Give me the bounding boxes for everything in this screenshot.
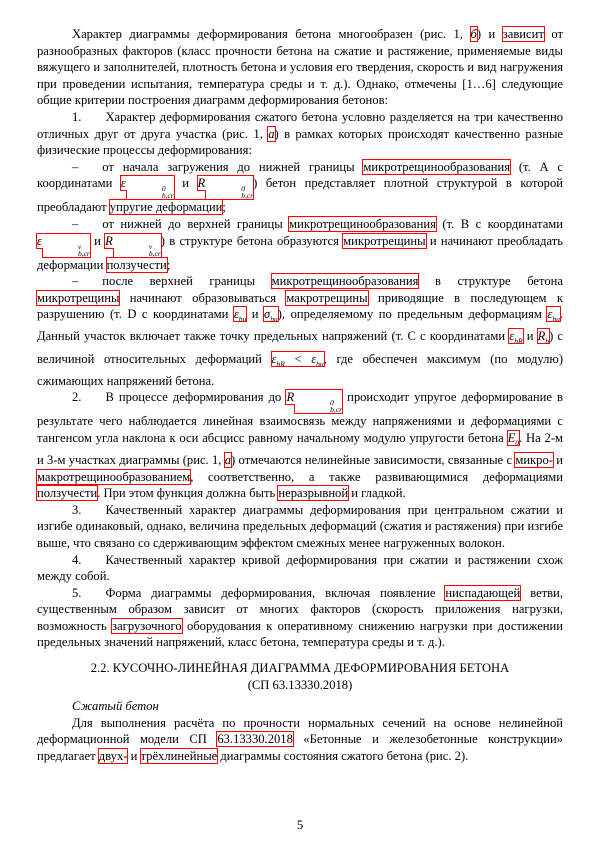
- flagged-word: макротрещины: [286, 290, 368, 305]
- text-run: Сжатый бетон: [72, 699, 159, 714]
- math-formula: R 0 b,cr: [197, 176, 254, 201]
- text-run: Характер деформирования сжатого бетона условно разделяется на три качественно отличных друг от друга участка (рис. 1,: [37, 109, 563, 141]
- flagged-word: а: [268, 126, 275, 141]
- text-run: ) отмечаются нелинейные зависимости, связанные с: [231, 452, 516, 467]
- text-run: Характер диаграммы деформирования бетона многообразен (рис. 1,: [72, 27, 471, 41]
- flagged-word: двух-: [98, 749, 128, 764]
- text-run: происходит упругое деформирование в результате чего наблюдается линейная взаимосвязь между напряжениями и деформациями с тангенсом угла наклона к оси абсцисс равному начальному модулю упругости бетона: [37, 390, 563, 445]
- flagged-word: микротрещины: [37, 290, 120, 305]
- text-run: (т. А с координатами: [37, 159, 563, 191]
- text-run: . Данный участок включает также точку предельных напряжений (т. С с координатами: [37, 307, 563, 344]
- text-run: от нижней до верхней границы: [102, 216, 290, 231]
- text-run: и: [552, 452, 564, 467]
- paragraph: [37, 273, 563, 389]
- text-run: , соответственно, а также развивающимися деформациями: [190, 469, 563, 484]
- text-run: и: [127, 749, 141, 764]
- paragraph: [37, 389, 563, 501]
- text-run: В процессе деформирования до: [105, 390, 287, 405]
- text-run: диаграммы состояния сжатого бетона (рис. 2).: [217, 749, 469, 764]
- text-run: ) в рамках которых происходят качественно разные физические процессы деформирования:: [37, 126, 564, 158]
- paragraph: [37, 552, 563, 585]
- text-run: и гладкой.: [348, 486, 406, 501]
- text-run: (т. В с координатами: [435, 216, 563, 231]
- paragraph: [37, 502, 563, 552]
- text-run: –: [72, 274, 79, 289]
- math-formula: $\sigma_{bu}$: [264, 307, 278, 324]
- paragraph: [37, 216, 563, 273]
- text-run: ), определяемому по предельным деформациям: [277, 307, 548, 322]
- flagged-word: макротрещинообразованием: [37, 469, 191, 484]
- text-run: <: [284, 351, 312, 366]
- text-run: и начинают преобладать деформации: [37, 233, 563, 272]
- text-run: 4.: [72, 552, 82, 567]
- flagged-word: 63.13330.2018: [217, 732, 293, 747]
- text-run: 2.2. КУСОЧНО-ЛИНЕЙНАЯ ДИАГРАММА ДЕФОРМИРОВАНИЯ БЕТОНА: [90, 661, 510, 676]
- text-run: 5.: [72, 585, 82, 600]
- flagged-word: упругие деформации: [109, 200, 223, 215]
- text-run: (СП 63.13330.2018): [247, 677, 353, 692]
- math-formula: R v b,cr: [105, 233, 161, 258]
- paragraph: [37, 26, 563, 109]
- math-formula: $\varepsilon_{bR}$: [271, 351, 285, 369]
- paragraph: [37, 585, 563, 651]
- math-formula: $\varepsilon_{bu}$: [233, 307, 247, 324]
- text-run: ;: [166, 257, 171, 272]
- text-run: Качественный характер кривой деформирования при сжатии и растяжении схож между собой.: [37, 552, 563, 584]
- text-run: оборудования к оперативному снижению нагрузки при достижении предельных значений напряжений, класс бетона, температура среды и т. д.).: [37, 618, 563, 650]
- flagged-word: микротрещинообразования: [289, 216, 436, 231]
- flagged-word: зависит: [502, 27, 544, 41]
- flagged-word: неразрывной: [278, 486, 349, 501]
- paragraph: [37, 715, 563, 765]
- math-formula: $\varepsilon_{bu}$: [311, 351, 324, 369]
- text-run: начинают образовываться: [119, 290, 287, 305]
- text-run: ) бетон представляет плотной структурой в которой преобладают: [37, 176, 563, 215]
- math-formula: ε 0 b,cr: [120, 176, 174, 201]
- flagged-word: трёхлинейные: [140, 749, 218, 764]
- flagged-word: ползучести: [37, 486, 98, 501]
- flagged-word: микротрещинообразования: [271, 274, 419, 289]
- text-run: Качественный характер диаграммы деформирования при центральном сжатии и изгибе одинаковый, однако, величина предельных деформаций (сжатия и растяжения) при изгибе выше, что связано со сдерживающим эффектом смежных менее нагруженных волокон.: [37, 502, 563, 550]
- text-run: и: [522, 329, 538, 344]
- text-run: от разнообразных факторов (класс прочности бетона на сжатие и растяжение, применяемые виды вяжущего и заполнителей, плотность бетона и условия его твердения, скорость и вид нагружения при проведении испытания, температура среды и т. д.). Однако, отмечены [1…6] следующие общие критерии построения диаграмм деформирования бетонов:: [37, 27, 564, 108]
- math-formula: $E_0$: [507, 430, 520, 448]
- text-run: 2.: [72, 390, 82, 405]
- text-run: ) и: [476, 27, 503, 41]
- text-run: и: [89, 233, 106, 248]
- text-run: , где обеспечен максимум (по модулю) сжимающих напряжений бетона.: [37, 351, 564, 388]
- math-formula: ε v b,cr: [37, 233, 90, 258]
- text-run: ) в структуре бетона образуются: [160, 233, 344, 248]
- math-formula: $R_b$: [537, 329, 550, 346]
- text-run: –: [72, 159, 79, 174]
- text-run: . При этом функция должна быть: [97, 486, 279, 501]
- flagged-word: микротрещины: [343, 233, 426, 248]
- paragraph: [37, 159, 563, 216]
- flagged-word: а: [224, 452, 232, 467]
- text-run: и: [173, 176, 198, 191]
- math-formula: R 0 b,cr: [286, 390, 343, 415]
- text-run: 3.: [72, 502, 82, 517]
- text-run: . На 2-м и 3-м участках диаграммы (рис. 1,: [37, 430, 564, 467]
- text-run: Для выполнения расчёта по прочности нормальных сечений на основе нелинейной деформационной модели СП: [37, 715, 563, 747]
- text-run: от начала загружения до нижней границы: [102, 159, 364, 174]
- text-run: после верхней границы: [102, 274, 272, 289]
- math-formula: $\varepsilon_{bR}$: [509, 329, 523, 346]
- text-run: ;: [222, 200, 226, 215]
- subsection-heading: [37, 698, 563, 715]
- text-run: Форма диаграммы деформирования, включая появление: [105, 585, 446, 600]
- section-heading: [37, 660, 563, 693]
- text-run: –: [72, 216, 79, 231]
- text-run: и: [246, 307, 265, 322]
- text-run: в структуре бетона: [418, 274, 563, 289]
- paragraph: [37, 109, 563, 159]
- text-run: 1.: [72, 109, 82, 124]
- flagged-word: микротрещинообразования: [363, 159, 511, 174]
- flagged-word: загрузочного: [112, 618, 182, 633]
- flagged-word: микро-: [515, 452, 553, 467]
- flagged-word: б: [470, 27, 477, 41]
- text-run: «Бетонные и железобетонные конструкции» предлагает: [37, 732, 563, 764]
- text-run: приводящие в последующем к разрушению (т. D с координатами: [37, 290, 563, 322]
- flagged-expression: [271, 351, 324, 369]
- flagged-word: ниспадающей: [445, 585, 521, 600]
- text-run: ) с величиной относительных деформаций: [37, 329, 563, 366]
- text-run: ветви, существенным образом зависит от многих факторов (скорость приложения нагрузки, возможность: [37, 585, 563, 633]
- math-formula: $\varepsilon_{bu}$: [547, 307, 560, 324]
- page-number: 5: [296, 818, 304, 832]
- flagged-word: ползучести: [106, 257, 167, 272]
